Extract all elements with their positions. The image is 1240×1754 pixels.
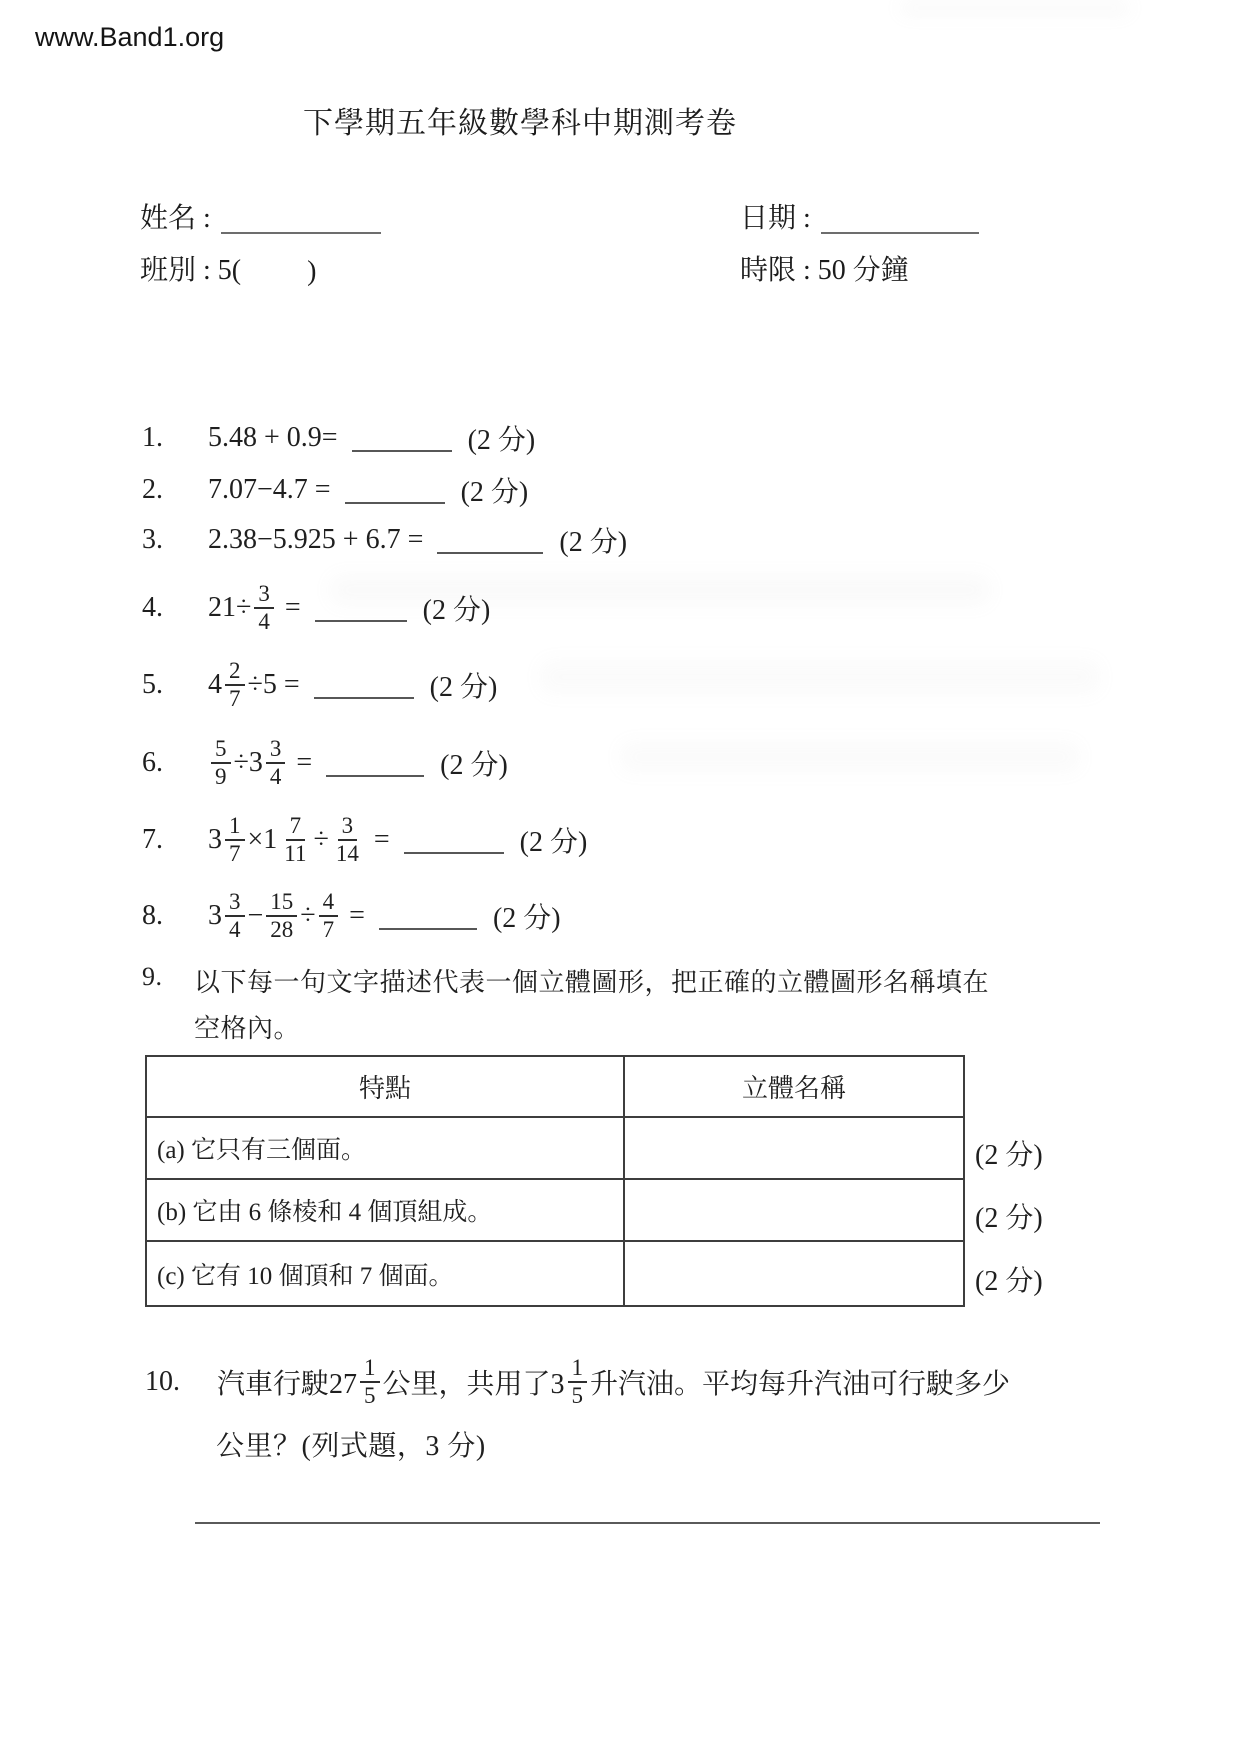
numerator: 1 (360, 1355, 380, 1383)
marks-label: (2 分) (440, 750, 508, 781)
expression-text: 21÷ (208, 592, 252, 623)
marks-label: (2 分) (460, 477, 529, 508)
denominator: 4 (269, 764, 282, 789)
question-expression (208, 813, 390, 867)
expression-text: 公里，共用了3 (382, 1369, 565, 1400)
question-9-line1: 以下每一句文字描述代表一個立體圖形，把正確的立體圖形名稱填在 (194, 968, 990, 997)
expression-text: = (284, 592, 301, 623)
expression-text: 3 (208, 900, 222, 931)
name-field (140, 196, 381, 236)
fraction (225, 658, 245, 712)
table-row-b-label: (b) 它由 6 條棱和 4 個頂組成。 (147, 1180, 625, 1242)
class-paren-close: ) (307, 256, 317, 287)
answer-blank (345, 502, 445, 504)
question-number: 10. (145, 1366, 180, 1397)
table-header-solid-name: 立體名稱 (625, 1057, 963, 1118)
expression-text: ÷ (300, 900, 316, 931)
table-row-c-marks: (2 分) (975, 1266, 1043, 1297)
fraction (568, 1355, 588, 1409)
fraction (266, 736, 286, 790)
question-6 (142, 733, 508, 793)
answer-blank (379, 928, 477, 930)
fraction (332, 813, 363, 867)
numerator: 1 (225, 813, 245, 841)
numerator: 3 (338, 813, 358, 841)
numerator: 15 (266, 889, 297, 917)
table-row-a-answer-cell (625, 1118, 963, 1180)
marks-label: (2 分) (559, 527, 628, 558)
fraction (280, 813, 310, 867)
table-row-c-label: (c) 它有 10 個頂和 7 個面。 (147, 1242, 625, 1305)
table-row-b-answer-cell (625, 1180, 963, 1242)
expression-text: ×1 (247, 824, 278, 855)
expression-text: = (373, 824, 390, 855)
question-9-number: 9. (142, 962, 163, 991)
name-underline (221, 228, 381, 234)
numerator: 3 (266, 736, 286, 764)
answer-blank (404, 852, 504, 854)
numerator: 5 (211, 736, 231, 764)
numerator: 7 (286, 813, 306, 841)
question-expression (208, 524, 423, 556)
denominator: 5 (364, 1383, 376, 1408)
question-expression (208, 658, 300, 712)
fraction (266, 889, 297, 943)
table-row-c-answer-cell (625, 1242, 963, 1305)
denominator: 7 (229, 841, 241, 866)
question-2 (142, 472, 528, 508)
answer-blank (326, 775, 424, 777)
question-expression (208, 422, 338, 454)
marks-label: (2 分) (519, 827, 588, 858)
fraction (319, 889, 339, 943)
date-label: 日期 : (740, 203, 811, 234)
question-text (217, 1355, 1010, 1409)
fraction (225, 813, 245, 867)
expression-text: 7.07−4.7 = (208, 474, 331, 505)
question-number: 1. (142, 422, 163, 453)
answer-blank (437, 552, 543, 554)
marks-label: (2 分) (422, 595, 491, 626)
expression-text: 2.38−5.925 + 6.7 = (208, 524, 424, 555)
question-number: 7. (142, 824, 163, 855)
denominator: 28 (270, 917, 294, 942)
marks-label: (2 分) (429, 672, 498, 703)
numerator: 2 (225, 658, 245, 686)
scan-artifact (620, 742, 1080, 772)
question-expression (208, 889, 365, 943)
denominator: 7 (322, 917, 335, 942)
question-number: 8. (142, 900, 163, 931)
table-row-a-marks: (2 分) (975, 1140, 1043, 1171)
expression-text: 4 (208, 669, 222, 700)
question-expression (208, 581, 301, 635)
scan-artifact (900, 2, 1130, 14)
working-answer-line (195, 1500, 1100, 1524)
question-number: 3. (142, 524, 163, 555)
denominator: 4 (258, 609, 270, 634)
date-field (740, 196, 979, 236)
denominator: 5 (571, 1383, 584, 1408)
question-expression (208, 474, 331, 506)
expression-text: 升汽油。平均每升汽油可行駛多少 (590, 1369, 1011, 1400)
class-field (140, 248, 316, 288)
table-row-b-marks: (2 分) (975, 1203, 1043, 1234)
page-title: 下學期五年級數學科中期測考卷 (303, 107, 737, 140)
expression-text: ÷5 = (247, 669, 300, 700)
fraction (254, 581, 274, 635)
question-4 (142, 578, 490, 638)
table-row-a-label: (a) 它只有三個面。 (147, 1118, 625, 1180)
solids-table (145, 1055, 965, 1307)
answer-blank (314, 697, 414, 699)
class-label: 班別 : 5( (140, 255, 242, 286)
table-header-features: 特點 (147, 1057, 625, 1118)
question-1 (142, 420, 535, 456)
marks-label: (2 分) (467, 425, 536, 456)
question-10-line2: 公里？(列式題，3 分) (216, 1431, 486, 1462)
expression-text: 5.48 + 0.9= (208, 422, 338, 453)
expression-text: − (247, 900, 264, 931)
numerator: 3 (254, 581, 274, 609)
date-underline (821, 228, 979, 234)
question-number: 5. (142, 669, 163, 700)
question-9-line2: 空格內。 (194, 1014, 301, 1043)
scan-artifact (540, 660, 1100, 694)
expression-text: ÷ (313, 824, 329, 855)
question-number: 4. (142, 592, 163, 623)
site-watermark: www.Band1.org (35, 22, 225, 52)
question-10 (145, 1352, 1010, 1412)
fraction (211, 736, 231, 790)
denominator: 11 (284, 841, 307, 866)
expression-text: ÷3 (233, 747, 263, 778)
fraction (225, 889, 245, 943)
answer-blank (315, 620, 407, 622)
question-number: 2. (142, 474, 163, 505)
question-3 (142, 522, 627, 558)
numerator: 4 (319, 889, 339, 917)
answer-blank (352, 450, 452, 452)
time-limit-label: 時限 : 50 分鐘 (740, 255, 909, 286)
numerator: 1 (568, 1355, 588, 1383)
expression-text: 3 (208, 824, 222, 855)
denominator: 14 (335, 841, 359, 866)
expression-text: = (296, 747, 313, 778)
marks-label: (2 分) (492, 903, 561, 934)
numerator: 3 (225, 889, 245, 917)
denominator: 9 (215, 764, 227, 789)
fraction (360, 1355, 380, 1409)
question-7 (142, 810, 587, 870)
denominator: 7 (229, 686, 241, 711)
question-number: 6. (142, 747, 163, 778)
question-expression (208, 736, 312, 790)
question-8 (142, 886, 561, 946)
time-limit-field (740, 248, 909, 288)
name-label: 姓名 : (140, 203, 211, 234)
expression-text: = (349, 900, 365, 931)
question-5 (142, 655, 497, 715)
denominator: 4 (229, 917, 241, 942)
expression-text: 汽車行駛27 (217, 1369, 358, 1400)
